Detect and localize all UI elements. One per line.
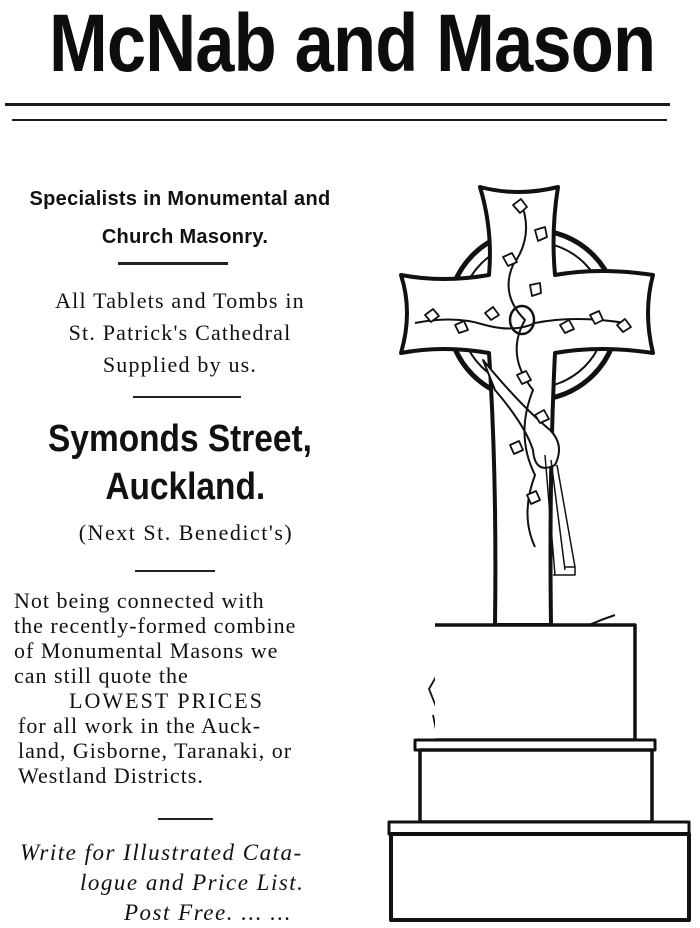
title-rule-top (5, 103, 670, 106)
catalogue-line: Post Free. ... ... (124, 900, 292, 925)
districts-line: Westland Districts. (18, 763, 204, 788)
celtic-cross-monument-icon (385, 175, 697, 922)
combine-line: the recently-formed combine (14, 613, 297, 638)
divider (135, 570, 215, 572)
catalogue-line: logue and Price List. (80, 870, 305, 895)
divider (118, 262, 228, 265)
tablets-line: St. Patrick's Cathedral (68, 320, 292, 345)
specialty-line: Specialists in Monumental and (29, 188, 331, 210)
tablets-line: All Tablets and Tombs in (55, 288, 305, 313)
divider (158, 818, 213, 820)
divider (133, 396, 241, 398)
specialty-line: Church Masonry. (101, 226, 269, 248)
catalogue-line: Write for Illustrated Cata- (20, 840, 303, 865)
specialty-heading (0, 180, 360, 256)
combine-notice (14, 588, 359, 788)
address-note: (Next St. Benedict's) (78, 520, 294, 545)
lowest-prices: LOWEST PRICES (69, 688, 264, 713)
combine-line: of Monumental Masons we (14, 638, 279, 663)
tablets-line: Supplied by us. (102, 352, 258, 377)
address-street: Symonds Street, (48, 418, 312, 460)
combine-line: can still quote the (14, 663, 189, 688)
combine-line: Not being connected with (14, 588, 265, 613)
page-title: McNab and Mason (49, 0, 656, 89)
catalogue-offer (0, 838, 360, 928)
address-city: Auckland. (105, 466, 266, 508)
districts-line: for all work in the Auck- (18, 713, 262, 738)
title-rule-bottom (12, 119, 667, 121)
districts-line: land, Gisborne, Taranaki, or (18, 738, 293, 763)
tablets-notice (0, 285, 360, 381)
address-block (22, 415, 339, 511)
